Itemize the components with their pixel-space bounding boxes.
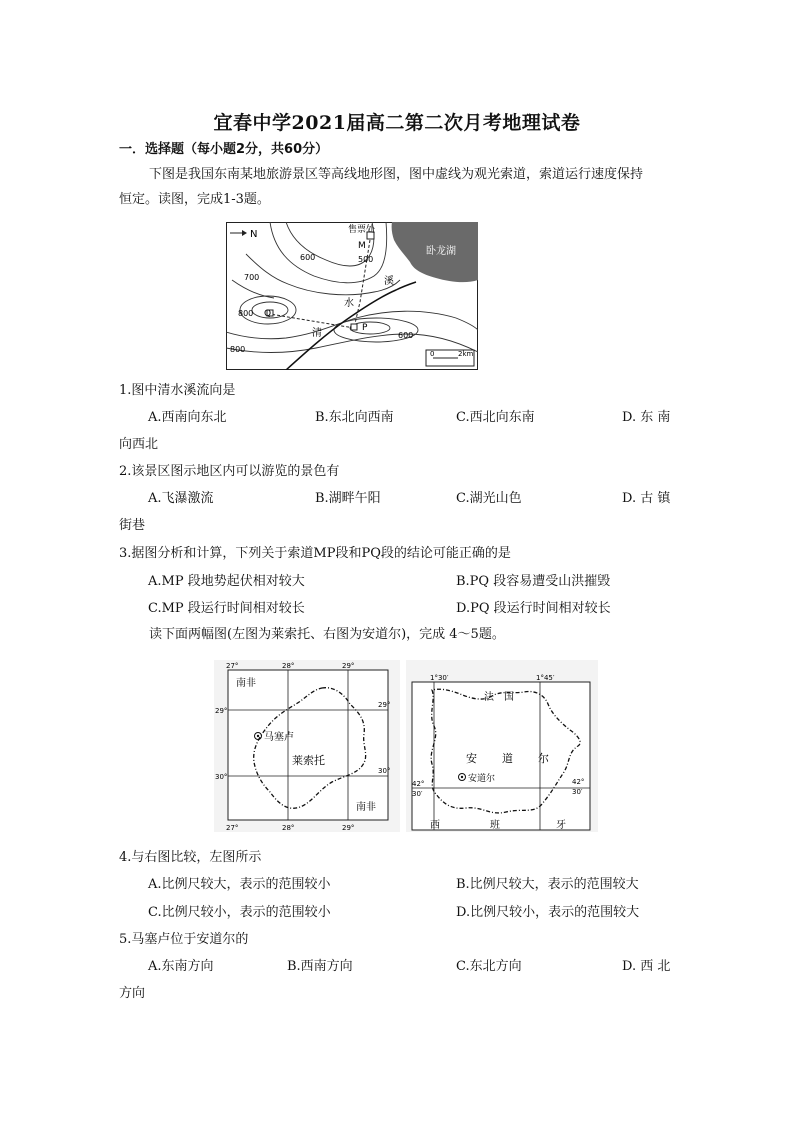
lat-label-30-right: 30′: [572, 788, 583, 796]
q3-option-d[interactable]: D.PQ 段运行时间相对较长: [456, 601, 611, 616]
north-label: N: [250, 229, 258, 240]
lat-label-30-right: 30°: [378, 767, 391, 775]
q4-stem: 4.与右图比较，左图所示: [119, 850, 262, 865]
point-q-label: Q: [264, 309, 272, 319]
lon-label-29-bottom: 29°: [342, 824, 355, 832]
lake-label: 卧龙湖: [426, 246, 456, 257]
intro1-line1: 下图是我国东南某地旅游景区等高线地形图，图中虚线为观光索道，索道运行速度保持: [149, 167, 644, 182]
q2-option-b[interactable]: B.湖畔午阳: [315, 491, 381, 506]
france-label: 法 国: [484, 692, 514, 703]
q4-option-d[interactable]: D.比例尺较小，表示的范围较大: [456, 905, 640, 920]
q5-stem: 5.马塞卢位于安道尔的: [119, 932, 249, 947]
capital-icon-dot: [257, 735, 259, 737]
q3-stem: 3.据图分析和计算，下列关于索道MP段和PQ段的结论可能正确的是: [119, 546, 511, 561]
contour-label: 600: [300, 253, 316, 262]
lat-label-29-right: 29°: [378, 701, 391, 709]
q4-option-b[interactable]: B.比例尺较大，表示的范围较大: [456, 877, 639, 892]
q2-option-d-cont: 街巷: [119, 518, 146, 533]
lat-label-29-left: 29°: [215, 707, 228, 715]
q2-stem: 2.该景区图示地区内可以游览的景色有: [119, 464, 340, 479]
capital-icon-dot: [461, 776, 463, 778]
q3-option-c[interactable]: C.MP 段运行时间相对较长: [148, 601, 305, 616]
q1-option-a[interactable]: A.西南向东北: [148, 410, 227, 425]
contour-map: [226, 222, 478, 370]
scale-distance: 2km: [458, 350, 474, 358]
map-frame: [228, 670, 391, 820]
q1-option-b[interactable]: B.东北向西南: [315, 410, 394, 425]
lon-label-27-bottom: 27°: [226, 824, 239, 832]
q1-option-d-cont: 向西北: [119, 437, 159, 452]
section-heading: 一．选择题（每小题2分，共60分）: [119, 142, 329, 157]
q4-option-c[interactable]: C.比例尺较小，表示的范围较小: [148, 905, 331, 920]
point-m-label: M: [358, 241, 366, 251]
lon-label-28-top: 28°: [282, 662, 295, 670]
q2-option-d[interactable]: D. 古 镇: [622, 491, 671, 506]
contour-label: 800: [230, 345, 246, 354]
lon-label-1-45: 1°45′: [536, 674, 555, 682]
q5-option-b[interactable]: B.西南方向: [287, 959, 353, 974]
maseru-label: 马塞卢: [264, 732, 294, 743]
ticket-office-label: 售票处: [348, 225, 376, 235]
river-char-1: 清: [312, 328, 322, 339]
lon-label-27-top: 27°: [226, 662, 239, 670]
andorra-map-figure: [406, 660, 598, 832]
map-frame: [412, 682, 590, 830]
q4-option-a[interactable]: A.比例尺较大，表示的范围较小: [148, 877, 331, 892]
point-p-label: P: [362, 323, 368, 333]
q5-option-d[interactable]: D. 西 北: [622, 959, 671, 974]
lon-label-29-top: 29°: [342, 662, 355, 670]
lesotho-map-figure: [214, 660, 400, 832]
scale-zero: 0: [430, 350, 435, 358]
q1-option-d[interactable]: D. 东 南: [622, 410, 671, 425]
lon-label-1-30: 1°30′: [430, 674, 449, 682]
q3-option-a[interactable]: A.MP 段地势起伏相对较大: [148, 574, 305, 589]
andorra-char-2: 道: [502, 752, 513, 765]
south-africa-label-top: 南非: [236, 678, 256, 689]
q2-option-c[interactable]: C.湖光山色: [456, 491, 522, 506]
andorra-la-vella-label: 安道尔: [468, 774, 496, 784]
contour-label: 800: [238, 309, 254, 318]
q5-option-a[interactable]: A.东南方向: [148, 959, 214, 974]
lat-label-42-right: 42°: [572, 778, 585, 786]
lon-label-28-bottom: 28°: [282, 824, 295, 832]
contour-label: 700: [244, 273, 260, 282]
spain-char-1: 西: [430, 820, 440, 831]
lesotho-map: [214, 660, 400, 832]
south-africa-label-bottom: 南非: [356, 802, 376, 813]
station-p: [351, 324, 357, 330]
contour-label: 600: [398, 331, 414, 340]
q1-option-c[interactable]: C.西北向东南: [456, 410, 535, 425]
lat-label-42-left: 42°: [412, 780, 425, 788]
intro1-line2: 恒定。读图，完成1-3题。: [119, 192, 270, 207]
lesotho-label: 莱索托: [292, 754, 325, 767]
q3-option-b[interactable]: B.PQ 段容易遭受山洪摧毁: [456, 574, 611, 589]
river-char-3: 溪: [384, 276, 394, 287]
contour-map-figure: [226, 222, 478, 370]
lat-label-30-left: 30°: [215, 773, 228, 781]
exam-title: 宜春中学2021届高二第二次月考地理试卷: [213, 112, 581, 134]
spain-char-2: 班: [490, 820, 500, 831]
andorra-char-1: 安: [466, 752, 477, 765]
intro2-text: 读下面两幅图(左图为莱索托、右图为安道尔)，完成 4～5题。: [149, 627, 505, 642]
andorra-char-3: 尔: [538, 752, 549, 765]
q5-option-d-cont: 方向: [119, 986, 146, 1001]
lat-label-30-left: 30′: [412, 790, 423, 798]
andorra-map: [406, 660, 598, 832]
q5-option-c[interactable]: C.东北方向: [456, 959, 522, 974]
spain-char-3: 牙: [556, 820, 566, 831]
river-char-2: 水: [344, 298, 354, 309]
q1-stem: 1.图中清水溪流向是: [119, 383, 236, 398]
q2-option-a[interactable]: A.飞瀑激流: [148, 491, 214, 506]
contour-label: 500: [358, 255, 374, 264]
